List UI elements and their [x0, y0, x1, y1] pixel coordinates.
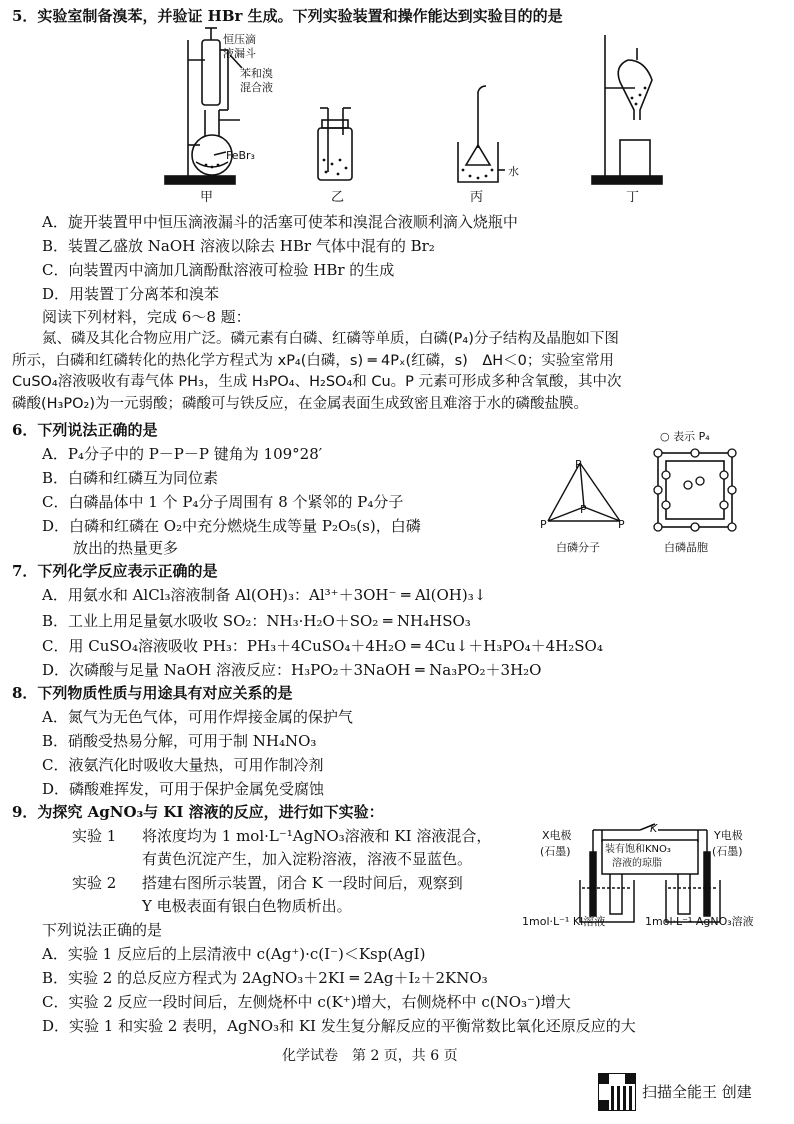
x-electrode-label-2: (石墨)	[540, 845, 571, 858]
y-electrode-label-2: (石墨)	[712, 845, 743, 858]
q9-exp1-line1: 将浓度均为 1 mol·L⁻¹AgNO₃溶液和 KI 溶液混合，	[142, 827, 492, 845]
q9-option-a: A．实验 1 反应后的上层清液中 c(Ag⁺)·c(I⁻)＜Ksp(AgI)	[42, 945, 426, 963]
label-mixture-2: 混合液	[240, 81, 273, 94]
q5-option-d: D．用装置丁分离苯和溴苯	[42, 285, 220, 303]
q7-stem: 7．下列化学反应表示正确的是	[12, 562, 218, 580]
q9-stem: 9．为探究 AgNO₃与 KI 溶液的反应，进行如下实验：	[12, 803, 384, 821]
page-footer: 化学试卷 第 2 页，共 6 页	[282, 1048, 458, 1064]
legend-p4: ○ 表示 P₄	[660, 430, 710, 443]
q9-exp2-label: 实验 2	[72, 874, 117, 892]
p4-molecule-diagram	[540, 455, 630, 535]
caption-p4-cell: 白磷晶胞	[664, 541, 708, 554]
q5-option-c: C．向装置丙中滴加几滴酚酞溶液可检验 HBr 的生成	[42, 261, 395, 279]
q9-exp1-label: 实验 1	[72, 827, 117, 845]
reading-passage	[12, 329, 622, 415]
caption-p4-molecule: 白磷分子	[556, 541, 600, 554]
q6-option-d: D．白磷和红磷在 O₂中充分燃烧生成等量 P₂O₅(s)，白磷	[42, 517, 421, 535]
salt-bridge-label-2: 溶液的琼脂	[612, 858, 662, 869]
q7-option-c: C．用 CuSO₄溶液吸收 PH₃：PH₃＋4CuSO₄＋4H₂O ═ 4Cu↓＋H₃PO₄＋4H₂SO₄	[42, 637, 603, 655]
q9-option-d: D．实验 1 和实验 2 表明，AgNO₃和 KI 发生复分解反应的平衡常数比氧化还原反应的大	[42, 1017, 636, 1035]
label-mixture-1: 苯和溴	[240, 67, 273, 80]
q8-option-a: A．氮气为无色气体，可用作焊接金属的保护气	[42, 708, 353, 726]
reading-intro: 阅读下列材料，完成 6～8 题：	[42, 308, 251, 326]
q9-exp2-line2: Y 电极表面有银白色物质析出。	[142, 897, 352, 915]
q8-option-b: B．硝酸受热易分解，可用于制 NH₄NO₃	[42, 732, 317, 750]
q9-sub-stem: 下列说法正确的是	[42, 921, 163, 939]
q5-stem: 5．实验室制备溴苯，并验证 HBr 生成。下列实验装置和操作能达到实验目的的是	[12, 7, 563, 25]
q5-option-b: B．装置乙盛放 NaOH 溶液以除去 HBr 气体中混有的 Br₂	[42, 237, 435, 255]
y-electrode-label-1: Y电极	[714, 829, 743, 842]
reading-line: 磷酸(H₃PO₂)为一元弱酸；磷酸可与铁反应，在金属表面生成致密且难溶于水的磷酸盐膜。	[12, 395, 588, 412]
switch-k-label: K	[650, 822, 658, 835]
reading-line: 所示，白磷和红磷转化的热化学方程式为 xP₄(白磷，s) ═ 4Pₓ(红磷，s) ΔH＜0；实验室常用	[12, 352, 614, 369]
caption-ding: 丁	[626, 190, 640, 205]
scanner-watermark: 扫描全能王 创建	[642, 1083, 752, 1101]
atom-p-top: P	[575, 458, 582, 471]
reading-line: 氮、磷及其化合物应用广泛。磷元素有白磷、红磷等单质，白磷(P₄)分子结构及晶胞如下图	[42, 331, 619, 347]
label-funnel-1: 恒压滴	[223, 33, 256, 46]
q7-option-b: B．工业上用足量氨水吸收 SO₂：NH₃·H₂O＋SO₂ ═ NH₄HSO₃	[42, 612, 471, 630]
q8-option-c: C．液氨汽化时吸收大量热，可用作制冷剂	[42, 756, 324, 774]
label-water: 水	[508, 165, 519, 178]
q9-exp2-line1: 搭建右图所示装置，闭合 K 一段时间后，观察到	[142, 874, 463, 892]
reading-line: CuSO₄溶液吸收有毒气体 PH₃，生成 H₃PO₄、H₂SO₄和 Cu。P 元素可形成多种含氧酸，其中次	[12, 374, 622, 390]
atom-p-right: P	[618, 518, 625, 531]
q5-option-a: A．旋开装置甲中恒压滴液漏斗的活塞可使苯和溴混合液顺利滴入烧瓶中	[42, 213, 518, 231]
caption-jia: 甲	[200, 190, 214, 205]
qr-code-icon	[598, 1073, 636, 1111]
left-solution-label: 1mol·L⁻¹ KI溶液	[522, 915, 606, 928]
caption-yi: 乙	[331, 190, 345, 205]
q6-stem: 6．下列说法正确的是	[12, 421, 158, 439]
label-febr3: FeBr₃	[226, 149, 255, 162]
p4-crystal-cell-diagram	[650, 445, 740, 535]
atom-p-left: P	[540, 518, 547, 531]
q6-option-c: C．白磷晶体中 1 个 P₄分子周围有 8 个紧邻的 P₄分子	[42, 493, 404, 511]
atom-p-center: P	[580, 503, 587, 516]
q5-apparatus-figure	[0, 0, 794, 210]
q9-option-c: C．实验 2 反应一段时间后，左侧烧杯中 c(K⁺)增大，右侧烧杯中 c(NO₃⁻)增大	[42, 993, 571, 1011]
salt-bridge-label-1: 装有饱和KNO₃	[605, 844, 671, 855]
q7-option-a: A．用氨水和 AlCl₃溶液制备 Al(OH)₃：Al³⁺＋3OH⁻ ═ Al(OH)₃↓	[42, 586, 487, 604]
q6-option-b: B．白磷和红磷互为同位素	[42, 469, 219, 487]
q6-option-a: A．P₄分子中的 P－P－P 键角为 109°28′	[42, 445, 323, 463]
x-electrode-label-1: X电极	[542, 829, 572, 842]
label-funnel-2: 液漏斗	[223, 47, 256, 60]
q9-exp1-line2: 有黄色沉淀产生，加入淀粉溶液，溶液不显蓝色。	[142, 850, 473, 868]
right-solution-label: 1mol·L⁻¹ AgNO₃溶液	[645, 915, 754, 928]
q9-option-b: B．实验 2 的总反应方程式为 2AgNO₃＋2KI ═ 2Ag＋I₂＋2KNO₃	[42, 969, 488, 987]
q6-option-d-cont: 放出的热量更多	[73, 539, 179, 557]
q7-option-d: D．次磷酸与足量 NaOH 溶液反应：H₃PO₂＋3NaOH ═ Na₃PO₂＋3H₂O	[42, 661, 542, 679]
q8-option-d: D．磷酸难挥发，可用于保护金属免受腐蚀	[42, 780, 325, 798]
q8-stem: 8．下列物质性质与用途具有对应关系的是	[12, 684, 293, 702]
caption-bing: 丙	[470, 190, 484, 205]
